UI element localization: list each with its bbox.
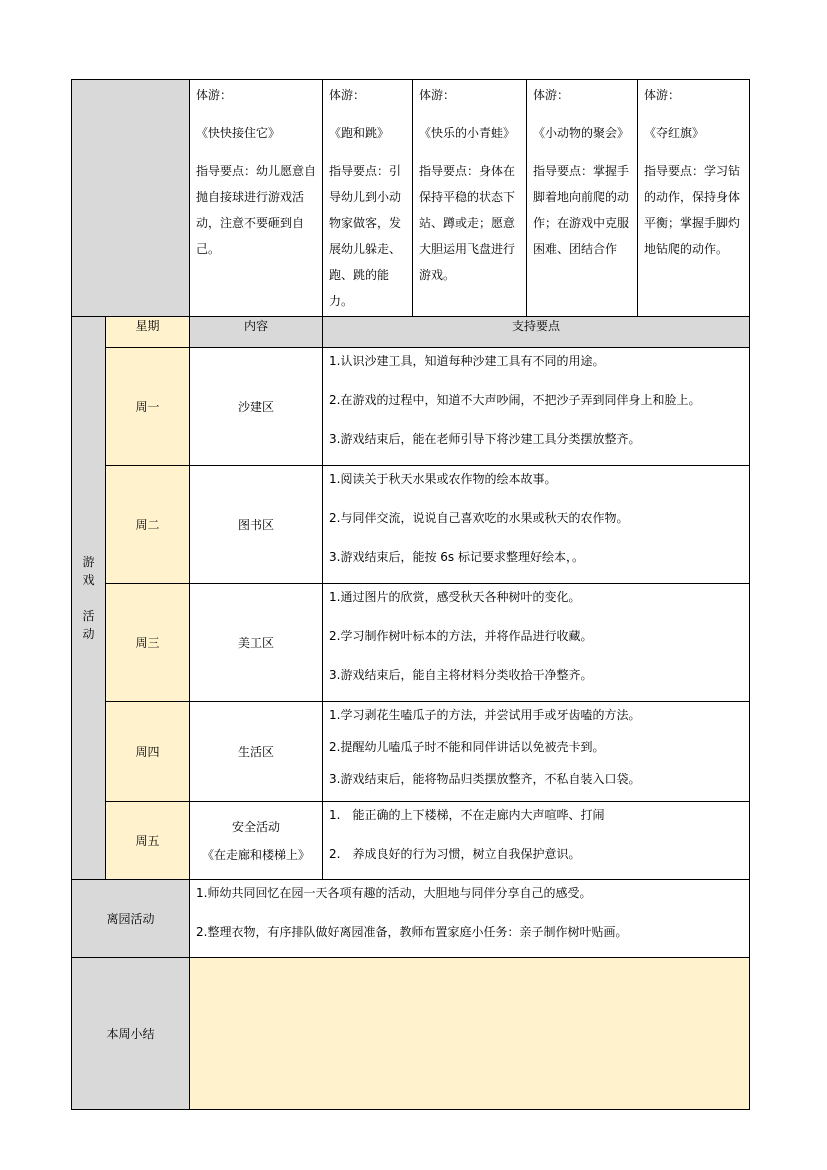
game-points: 指导要点：学习钻的动作，保持身体平衡；掌握手脚灼地钻爬的动作。 (644, 164, 741, 256)
game-type: 体游： (533, 88, 570, 102)
point: 3.游戏结束后，能将物品归类摆放整齐，不私自装入口袋。 (329, 772, 641, 786)
point: 3.游戏结束后，能按 6s 标记要求整理好绘本，。 (329, 550, 584, 564)
point: 2.在游戏的过程中，知道不大声吵闹，不把沙子弄到同伴身上和脸上。 (329, 393, 701, 407)
area-cell: 生活区 (190, 702, 323, 802)
leave-label: 离园活动 (72, 880, 190, 958)
point: 2.学习制作树叶标本的方法，并将作品进行收藏。 (329, 629, 593, 643)
game-title: 《小动物的聚会》 (533, 126, 630, 140)
game-type: 体游： (419, 88, 456, 102)
day-cell: 周四 (106, 702, 190, 802)
game-title: 《快快接住它》 (196, 126, 281, 140)
header-content: 内容 (190, 317, 323, 348)
area-cell: 沙建区 (190, 348, 323, 466)
summary-row (72, 958, 750, 1110)
area-name: 安全活动 (231, 819, 280, 834)
game-cell (638, 80, 750, 317)
point: 2.提醒幼儿嗑瓜子时不能和同伴讲话以免被壳卡到。 (329, 740, 605, 754)
game-points: 指导要点：身体在保持平稳的状态下站、蹲或走；愿意大胆运用飞盘进行游戏。 (419, 164, 516, 282)
leave-row (72, 880, 750, 958)
point: 1.师幼共同回忆在园一天各项有趣的活动，大胆地与同伴分享自己的感受。 (196, 886, 592, 900)
point: 1.认识沙建工具，知道每种沙建工具有不同的用途。 (329, 354, 605, 368)
points-cell (323, 348, 750, 466)
leave-points (190, 880, 750, 958)
day-cell: 周三 (106, 584, 190, 702)
day-cell: 周一 (106, 348, 190, 466)
header-points: 支持要点 (323, 317, 750, 348)
game-points: 指导要点：引导幼儿到小动物家做客，发展幼儿躲走、跑、跳的能力。 (329, 164, 402, 308)
label-char: 活 (82, 609, 95, 623)
day-row (72, 584, 750, 702)
point: 2. 养成良好的行为习惯，树立自我保护意识。 (329, 847, 581, 861)
weekly-plan-table (71, 79, 750, 1110)
point: 1.阅读关于秋天水果或农作物的绘本故事。 (329, 472, 557, 486)
day-row (72, 348, 750, 466)
game-type: 体游： (644, 88, 681, 102)
game-points: 指导要点：掌握手脚着地向前爬的动作；在游戏中克服困难、团结合作 (533, 164, 630, 256)
point: 3.游戏结束后，能在老师引导下将沙建工具分类摆放整齐。 (329, 432, 641, 446)
point: 2.与同伴交流，说说自己喜欢吃的水果或秋天的农作物。 (329, 511, 629, 525)
point: 1.学习剥花生嗑瓜子的方法，并尝试用手或牙齿嗑的方法。 (329, 708, 641, 722)
point: 3.游戏结束后，能自主将材料分类收拾干净整齐。 (329, 668, 593, 682)
game-title: 《夺红旗》 (644, 126, 705, 140)
game-type: 体游： (329, 88, 366, 102)
points-cell (323, 466, 750, 584)
area-subtitle: 《在走廊和楼梯上》 (201, 847, 310, 862)
point: 1.通过图片的欣赏，感受秋天各种树叶的变化。 (329, 590, 581, 604)
game-title: 《快乐的小青蛙》 (419, 126, 516, 140)
points-cell (323, 702, 750, 802)
game-cell (323, 80, 413, 317)
area-cell: 美工区 (190, 584, 323, 702)
games-row (72, 80, 750, 317)
area-cell (190, 802, 323, 880)
day-row (72, 466, 750, 584)
points-cell (323, 584, 750, 702)
header-day: 星期 (106, 317, 190, 348)
day-row (72, 702, 750, 802)
label-char: 动 (82, 627, 95, 641)
summary-label: 本周小结 (72, 958, 190, 1110)
summary-content[interactable] (190, 958, 750, 1110)
day-row (72, 802, 750, 880)
points-cell (323, 802, 750, 880)
games-label-cell (72, 80, 190, 317)
section-label (72, 317, 106, 880)
game-points: 指导要点：幼儿愿意自抛自接球进行游戏活动，注意不要砸到自己。 (196, 164, 317, 256)
day-cell: 周二 (106, 466, 190, 584)
label-char: 游 (82, 555, 95, 569)
point: 1. 能正确的上下楼梯，不在走廊内大声喧哗、打闹 (329, 808, 605, 822)
day-cell: 周五 (106, 802, 190, 880)
game-cell (190, 80, 323, 317)
label-char: 戏 (82, 573, 95, 587)
point: 2.整理衣物，有序排队做好离园准备，教师布置家庭小任务：亲子制作树叶贴画。 (196, 925, 628, 939)
game-cell (413, 80, 527, 317)
header-row (72, 317, 750, 348)
area-cell: 图书区 (190, 466, 323, 584)
game-type: 体游： (196, 88, 233, 102)
game-title: 《跑和跳》 (329, 126, 390, 140)
game-cell (527, 80, 638, 317)
